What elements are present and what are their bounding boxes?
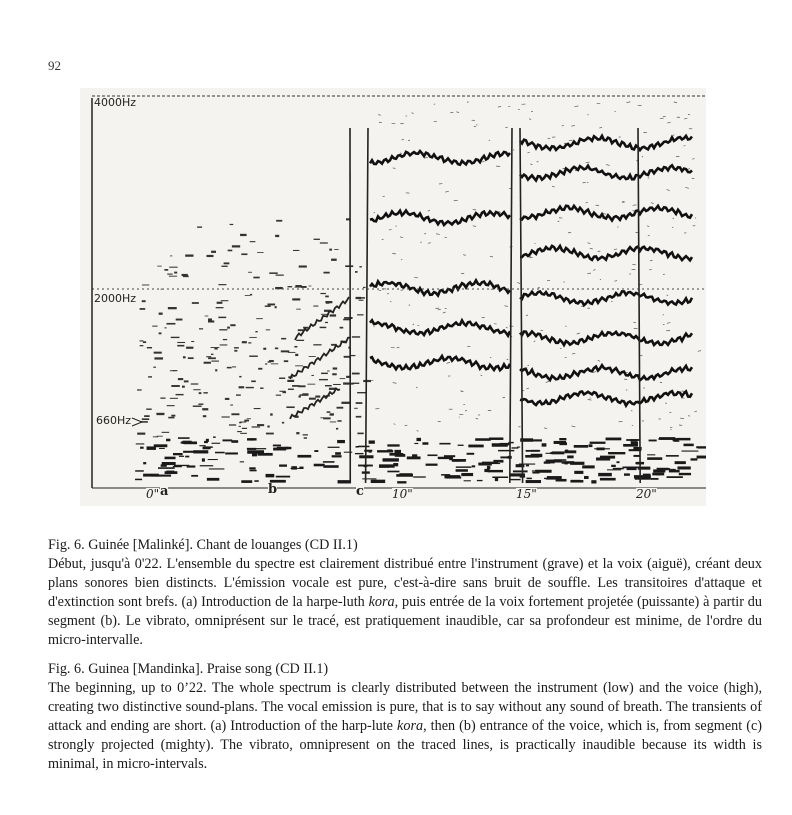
x-tick-10s: 10" bbox=[392, 487, 413, 501]
x-tick-15s: 15" bbox=[516, 487, 537, 501]
caption-french-body: Début, jusqu'à 0'22. L'ensemble du spectre est clairement distribué entre l'instrument (grave) et la voix (aiguë), créant deux plans sonores bien distincts. L'émission vocale est pure, c'est-à-dire sans bruit de souffle. Les transitoires d'attaque et d'extinction sont brefs. (a) Introduction de la harpe-luth kora, puis entrée de la voix fortement projetée (puissante) à partir du segment (b). Le vibrato, omniprésent sur le tracé, est pratiquement inaudible, car sa profondeur est minime, de l'ordre du micro-intervalle. bbox=[48, 556, 762, 648]
segment-label-c: c bbox=[356, 484, 364, 499]
caption-french-kora: kora, bbox=[368, 594, 399, 610]
caption-english bbox=[48, 660, 762, 774]
spectrogram-plot bbox=[80, 88, 706, 506]
page-number: 92 bbox=[48, 58, 61, 73]
x-tick-0s: 0" bbox=[146, 487, 160, 501]
y-tick-4000hz: 4000Hz bbox=[94, 96, 137, 109]
caption-english-body: The beginning, up to 0’22. The whole spectrum is clearly distributed between the instrument (low) and the voice (high), creating two distinctive sound-plans. The vocal emission is pure, that is to say without any sound of breath. The transients of attack and ending are short. (a) Introduction of the harp-lute kora, then (b) entrance of the voice, which is, from segment (c) strongly projected (mighty). The vibrato, omnipresent on the traced lines, is practically inaudible because its width is minimal, in micro-intervals. bbox=[48, 680, 762, 772]
caption-english-title: Fig. 6. Guinea [Mandinka]. Praise song (CD II.1) bbox=[48, 661, 329, 677]
caption-french bbox=[48, 536, 762, 650]
y-tick-660hz: 660Hz bbox=[96, 414, 132, 427]
caption-english-kora: kora bbox=[397, 718, 424, 734]
spectrogram-figure bbox=[80, 88, 706, 506]
y-tick-2000hz: 2000Hz bbox=[94, 292, 137, 305]
caption-french-title: Fig. 6. Guinée [Malinké]. Chant de louanges (CD II.1) bbox=[48, 537, 358, 553]
segment-label-a: a bbox=[160, 484, 169, 499]
x-tick-20s: 20" bbox=[636, 487, 657, 501]
segment-label-b: b bbox=[268, 482, 278, 497]
